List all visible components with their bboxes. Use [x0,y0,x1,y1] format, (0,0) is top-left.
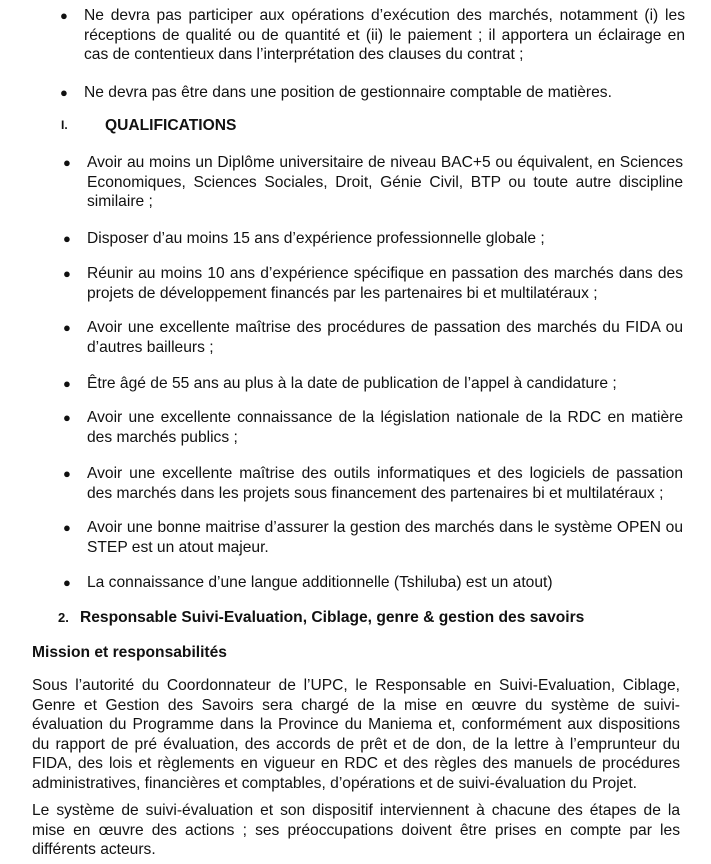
list-item [0,83,711,103]
list-item [0,6,711,66]
list-item-text: Avoir au moins un Diplôme universitaire de niveau BAC+5 ou équivalent, en Sciences Economiques, Sciences Sociales, Droit, Génie Civil, BTP ou toute autre discipline similaire ; [87,154,683,210]
section-number: I. [61,118,68,132]
section-number: 2. [58,610,69,625]
mission-paragraph: Le système de suivi-évaluation et son dispositif interviennent à chacune des étapes de la mise en œuvre des actions ; ses préoccupations doivent être prises en compte par les différents acteurs. [32,802,680,858]
section-heading-suivi-evaluation [0,608,711,628]
section-heading-qualifications [0,116,711,136]
bullet-icon: ● [63,231,71,246]
section-title: Responsable Suivi-Evaluation, Ciblage, genre & gestion des savoirs [80,609,585,626]
list-item-text: Disposer d’au moins 15 ans d’expérience professionnelle globale ; [87,230,545,247]
list-item-text: Réunir au moins 10 ans d’expérience spécifique en passation des marchés dans des projets de développement financés par les partenaires bi et multilatéraux ; [87,265,683,302]
list-item-text: Avoir une bonne maitrise d’assurer la gestion des marchés dans le système OPEN ou STEP est un atout majeur. [87,519,683,556]
bullet-icon: ● [63,155,71,170]
list-item-text: La connaissance d’une langue additionnelle (Tshiluba) est un atout) [87,574,553,591]
bullet-icon: ● [60,8,68,23]
section-title: QUALIFICATIONS [105,117,237,134]
list-item-text: Avoir une excellente connaissance de la législation nationale de la RDC en matière des marchés publics ; [87,409,683,446]
bullet-icon: ● [63,410,71,425]
bullet-icon: ● [63,376,71,391]
list-item-text: Être âgé de 55 ans au plus à la date de publication de l’appel à candidature ; [87,375,617,392]
bullet-icon: ● [63,575,71,590]
list-item-text: Avoir une excellente maîtrise des outils informatiques et des logiciels de passation des marchés dans les projets sous financement des partenaires bi et multilatéraux ; [87,465,683,502]
mission-paragraph: Sous l’autorité du Coordonnateur de l’UPC, le Responsable en Suivi-Evaluation, Ciblage, Genre et Gestion des Savoirs sera chargé de la mise en œuvre du système de suivi-évaluation du Programme dans la Province du Maniema et, conformément aux dispositions du rapport de pré évaluation, des accords de prêt et de don, de la lettre à l’emprunteur du FIDA, des lois et règlements en vigueur en RDC et des règles des manuels de procédures administratives, financières et comptables, d’opérations et de suivi-évaluation du Projet. [32,677,680,792]
list-item-text: Ne devra pas participer aux opérations d’exécution des marchés, notamment (i) les réceptions de qualité ou de quantité et (ii) le paiement ; il apportera un éclairage en cas de contentieux dans l’interprétation des clauses du contrat ; [84,7,685,63]
bullet-icon: ● [63,520,71,535]
bullet-icon: ● [63,466,71,481]
list-item-text: Avoir une excellente maîtrise des procédures de passation des marchés du FIDA ou d’autres bailleurs ; [87,319,683,356]
mission-heading: Mission et responsabilités [32,644,227,661]
bullet-icon: ● [63,320,71,335]
bullet-icon: ● [63,266,71,281]
list-item-text: Ne devra pas être dans une position de gestionnaire comptable de matières. [84,84,612,101]
bullet-icon: ● [60,85,68,100]
